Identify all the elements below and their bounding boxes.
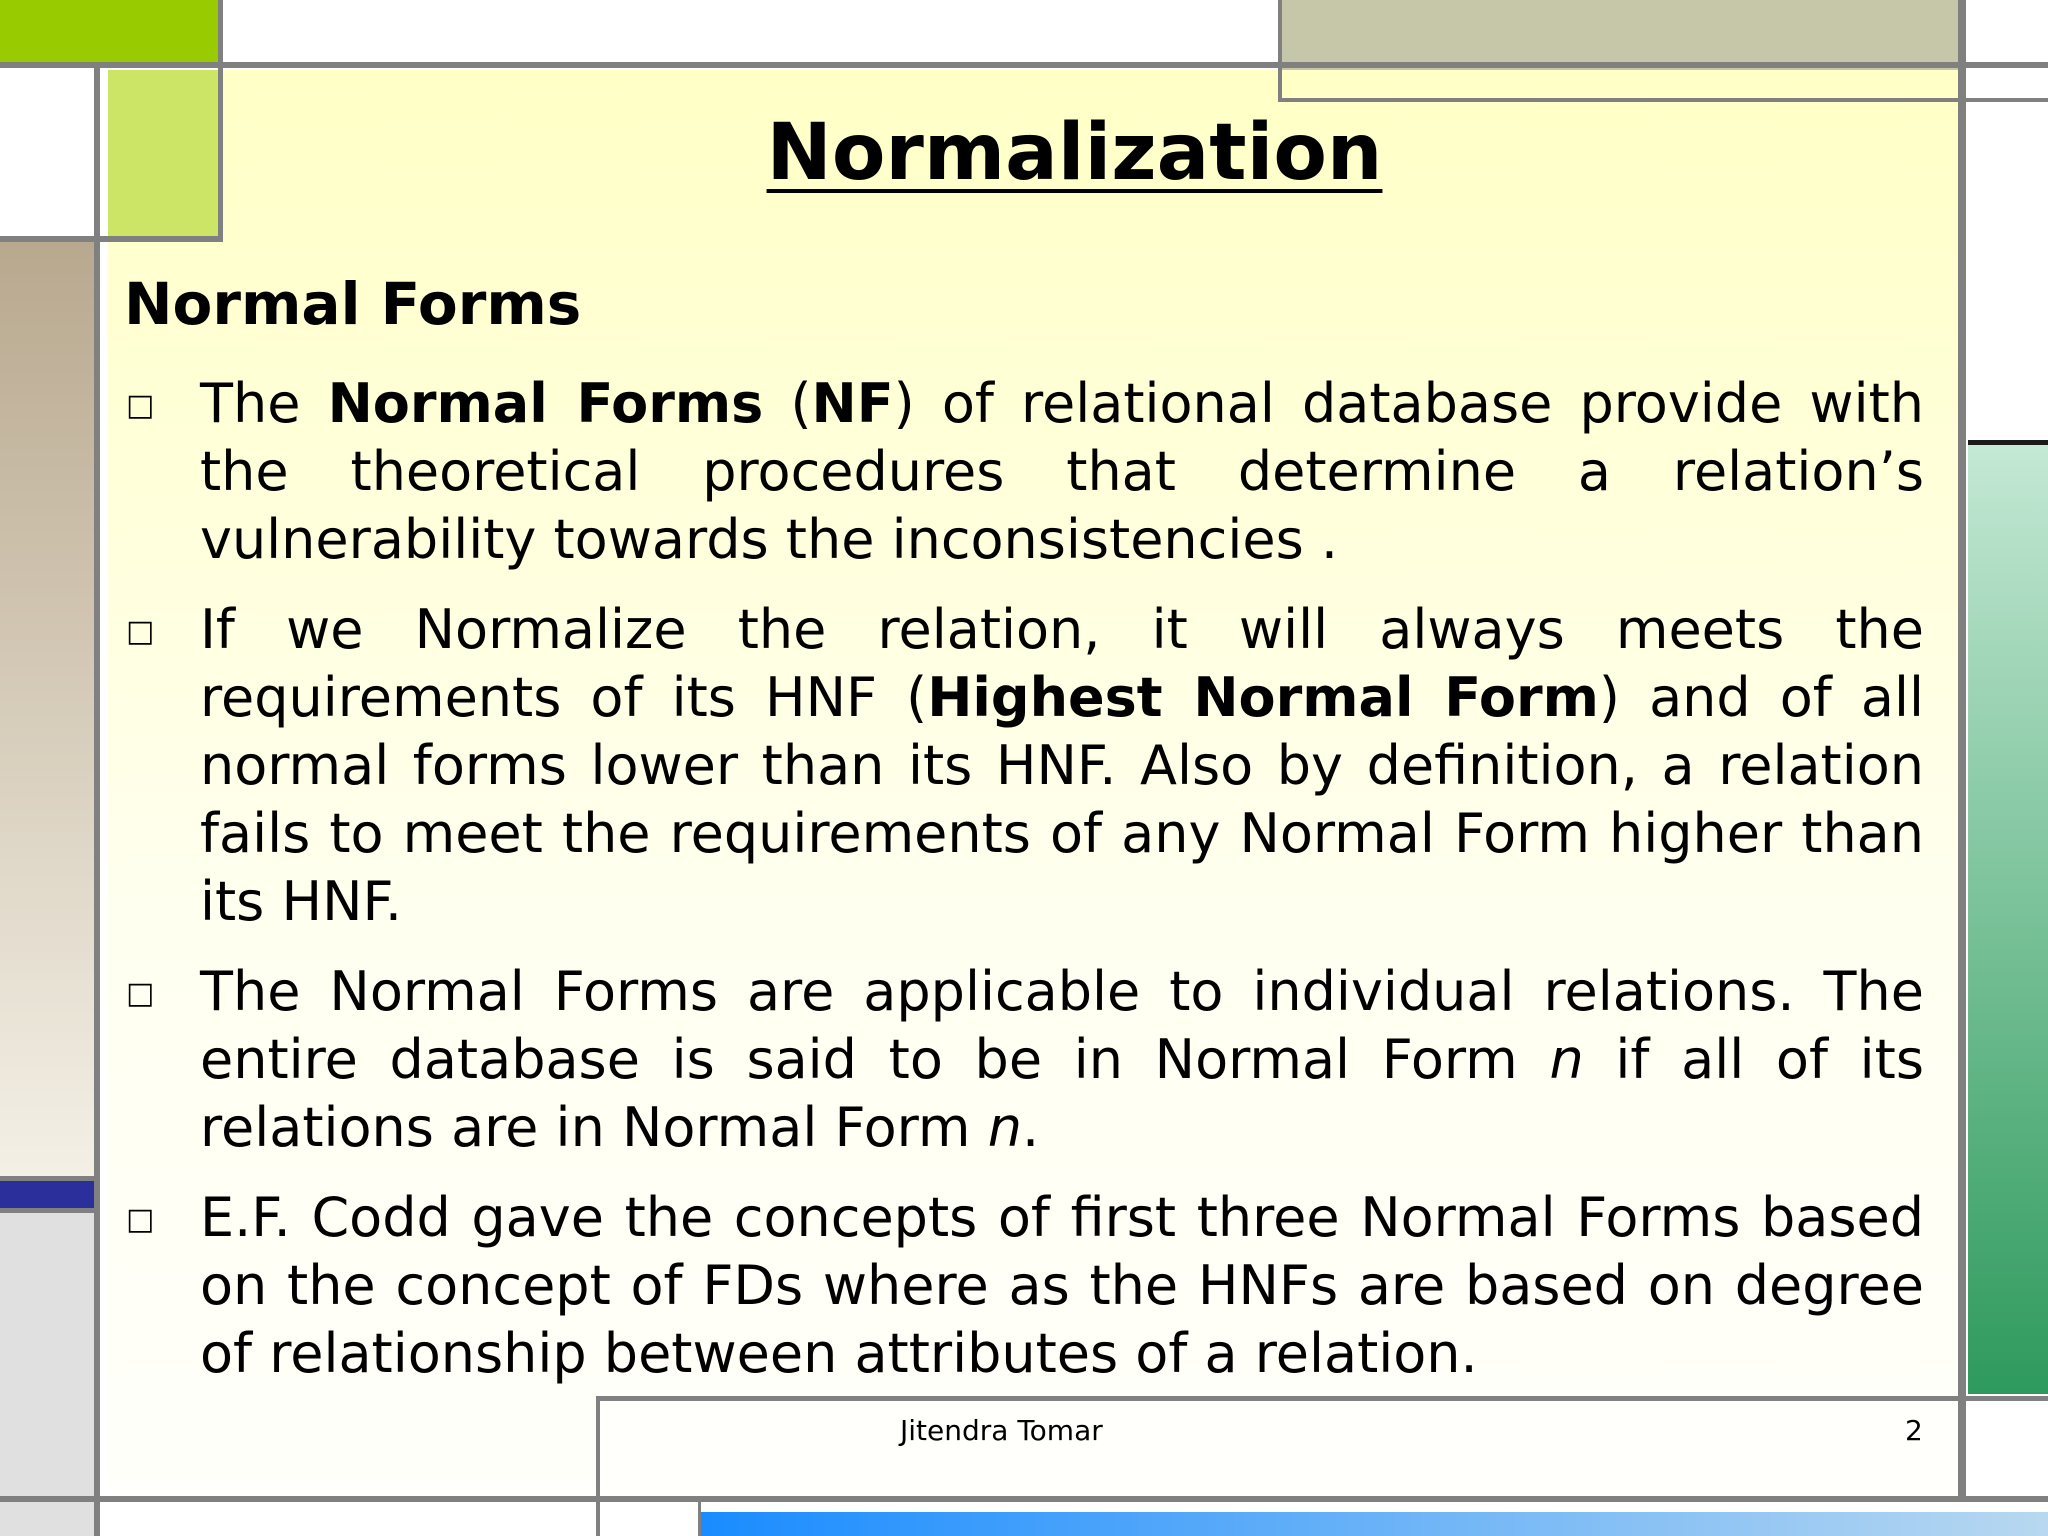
green-corner-block	[0, 0, 222, 62]
bullet-text: NF	[811, 372, 894, 435]
bullet-text: (	[763, 372, 812, 435]
bullet-text: E.F. Codd gave the concepts of first three Normal Forms based on the concept of FDs where as the HNFs are based on degree of relationship between attributes of a relation.	[200, 1186, 1924, 1385]
frame-line	[0, 1208, 96, 1213]
frame-line	[0, 1496, 2048, 1502]
slide-number: 2	[1905, 1414, 1923, 1447]
bullet-item	[124, 1184, 1924, 1388]
section-heading: Normal Forms	[124, 270, 582, 338]
blue-gradient-bar	[700, 1512, 2048, 1536]
bullet-marker-icon: □	[126, 614, 155, 649]
bullet-item	[124, 958, 1924, 1162]
bullet-list	[124, 370, 1924, 1410]
bullet-text: if all of its relations are in Normal Form	[200, 1028, 1924, 1159]
bullet-text: n	[1549, 1028, 1584, 1091]
slide-title: Normalization	[766, 108, 1383, 198]
bullet-text: Normal Forms	[327, 372, 764, 435]
frame-line	[1278, 0, 1282, 102]
frame-line	[94, 62, 100, 1536]
footer-box	[598, 1400, 1960, 1500]
frame-line	[1280, 98, 2048, 102]
frame-line-dark	[1968, 440, 2048, 445]
bullet-item	[124, 370, 1924, 574]
bullet-text: Highest Normal Form	[927, 666, 1599, 729]
bullet-marker-icon: □	[126, 388, 155, 423]
bullet-item	[124, 596, 1924, 936]
bullet-text: The	[200, 372, 328, 435]
bullet-text: .	[1021, 1096, 1040, 1159]
bullet-marker-icon: □	[126, 1202, 155, 1237]
frame-line	[0, 1176, 96, 1181]
bullet-text: ) and of all normal forms lower than its HNF. Also by definition, a relation fails to meet the requirements of any Normal Form higher than its HNF.	[200, 666, 1924, 933]
bullet-text: ) of relational database provide with the theoretical procedures that determine a relation’s vulnerability towards the inconsistencies .	[200, 372, 1924, 571]
frame-line	[0, 62, 2048, 68]
frame-line	[698, 1500, 701, 1536]
bullet-text: The Normal Forms are applicable to individual relations. The entire database is said to be in Normal Form	[200, 960, 1924, 1091]
gray-left-bar	[0, 1212, 96, 1536]
teal-gradient-bar	[1968, 444, 2048, 1394]
bullet-text: If we Normalize the relation, it will always meets the requirements of its HNF (	[200, 598, 1924, 729]
footer-author: Jitendra Tomar	[900, 1414, 1103, 1447]
tan-gradient-bar	[0, 240, 96, 1180]
frame-line	[1958, 0, 1966, 1502]
frame-line	[0, 236, 222, 242]
navy-bar	[0, 1180, 96, 1210]
bullet-marker-icon: □	[126, 976, 155, 1011]
frame-line	[596, 1396, 600, 1536]
bullet-text: n	[987, 1096, 1022, 1159]
